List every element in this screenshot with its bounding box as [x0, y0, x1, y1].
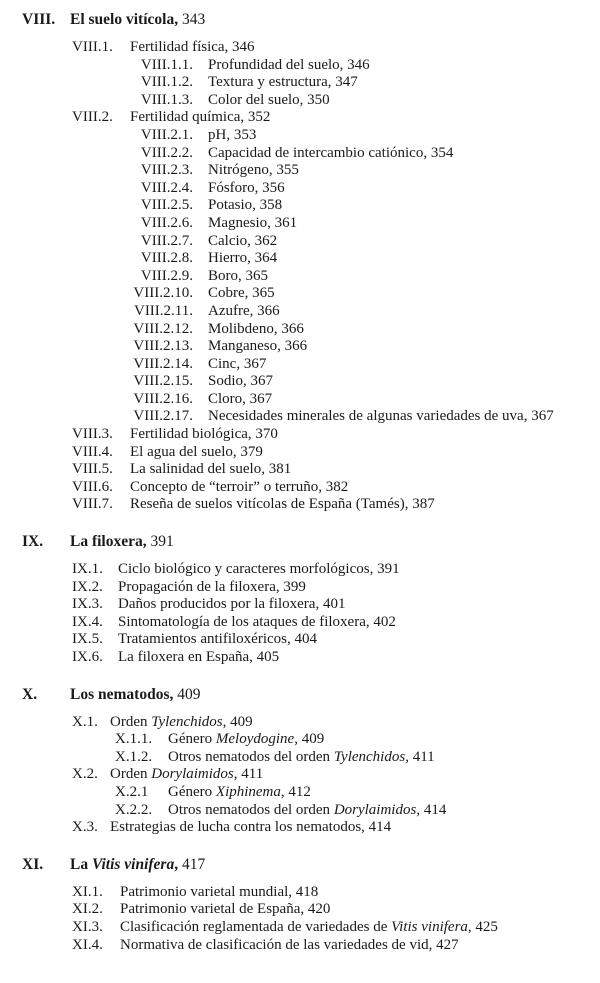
title-segment: Meloydogine [215, 731, 295, 748]
title-segment: Manganeso, 366 [208, 338, 308, 355]
title-segment: , 414 [416, 801, 447, 818]
title-segment: Fertilidad química, 352 [130, 109, 271, 126]
entry-number: X.1.1. [115, 731, 153, 748]
entry-number: VIII.2.15. [133, 373, 193, 390]
entry-number: VIII.2.7. [140, 232, 193, 249]
entry-title [118, 614, 396, 632]
entry-title [130, 426, 278, 444]
toc-entry[interactable] [0, 561, 600, 579]
entry-number: VIII.2.13. [133, 338, 193, 355]
title-segment: Reseña de suelos vitícolas de España (Tamés), 387 [130, 496, 435, 513]
toc-entry[interactable] [0, 919, 600, 937]
entry-number: VIII.2.1. [140, 126, 193, 143]
chapter-number: XI. [22, 855, 44, 873]
entry-number: IX.1. [72, 561, 103, 578]
title-segment: , 412 [280, 783, 311, 800]
toc-entry[interactable] [0, 356, 600, 374]
entry-title [120, 937, 459, 955]
entry-number: X.3. [72, 819, 98, 836]
title-segment: Género [168, 731, 216, 748]
toc-entry[interactable] [0, 749, 600, 767]
title-segment: El agua del suelo, 379 [130, 443, 263, 460]
entry-title [208, 356, 266, 374]
entry-number: VIII.2.14. [133, 355, 193, 372]
toc-entry[interactable] [0, 731, 600, 749]
toc-entry[interactable] [0, 268, 600, 286]
entry-title [208, 338, 307, 356]
entry-number: VIII.2.6. [140, 214, 193, 231]
entry-title [208, 92, 330, 110]
title-segment: , 411 [405, 748, 435, 765]
entry-title [130, 479, 348, 497]
chapter-title [70, 532, 174, 552]
entry-title [208, 197, 282, 215]
toc-entry[interactable] [0, 338, 600, 356]
entry-title [208, 373, 273, 391]
toc-entry[interactable] [0, 461, 600, 479]
toc-entry[interactable] [0, 303, 600, 321]
entry-title [168, 749, 435, 767]
title-segment: Patrimonio varietal mundial, 418 [120, 883, 319, 900]
entry-title [110, 766, 263, 784]
toc-entry[interactable] [0, 215, 600, 233]
chapter-section [0, 10, 600, 514]
toc-entry[interactable] [0, 444, 600, 462]
toc-entry[interactable] [0, 408, 600, 426]
entry-number: VIII.2.9. [140, 267, 193, 284]
title-segment: Tylenchidos [151, 713, 223, 730]
entry-number: VIII.2.2. [140, 144, 193, 161]
entry-title [118, 561, 400, 579]
chapter-section [0, 532, 600, 667]
title-segment: 391 [146, 533, 174, 551]
title-segment: Concepto de “terroir” o terruño, 382 [130, 478, 349, 495]
entry-number: X.2.1 [115, 783, 149, 800]
title-segment: Normativa de clasificación de las variedades de vid, 427 [120, 936, 459, 953]
entry-title [118, 649, 279, 667]
toc-entry[interactable] [0, 373, 600, 391]
title-segment: Fertilidad física, 346 [130, 39, 255, 55]
toc-entry[interactable] [0, 57, 600, 75]
chapter-title [70, 855, 205, 875]
title-segment: Los nematodos, [70, 685, 174, 703]
toc-entry[interactable] [0, 233, 600, 251]
title-segment: , 409 [222, 713, 253, 730]
entry-number: VIII.2.5. [140, 197, 193, 214]
title-segment: La filoxera, [70, 533, 147, 551]
title-segment: La [70, 855, 92, 873]
toc-entry[interactable] [0, 109, 600, 127]
entry-title [208, 74, 358, 92]
entry-number: VIII.7. [72, 496, 113, 513]
toc-entry[interactable] [0, 197, 600, 215]
toc-entry[interactable] [0, 479, 600, 497]
entry-number: VIII.6. [72, 478, 113, 495]
entry-title [208, 268, 268, 286]
entry-number: VIII.4. [72, 443, 113, 460]
toc-entry[interactable] [0, 614, 600, 632]
entry-title [120, 919, 498, 937]
title-segment: Ciclo biológico y caracteres morfológicos, 391 [118, 561, 400, 578]
entry-number: VIII.1. [72, 39, 113, 55]
entry-number: VIII.2.4. [140, 179, 193, 196]
title-segment: Color del suelo, 350 [208, 91, 330, 108]
toc-entry[interactable] [0, 127, 600, 145]
title-segment: Fertilidad biológica, 370 [130, 426, 278, 443]
title-segment: , 425 [467, 918, 498, 935]
toc-entry[interactable] [0, 92, 600, 110]
entry-title [110, 819, 391, 837]
entry-number: IX.4. [72, 613, 103, 630]
title-segment: La filoxera en España, 405 [118, 649, 280, 665]
title-segment: El suelo vitícola, [70, 11, 179, 28]
entry-number: X.2.2. [115, 801, 153, 818]
chapter-heading[interactable] [0, 685, 600, 705]
entry-number: VIII.2.8. [140, 250, 193, 267]
entry-title [120, 901, 330, 919]
entry-title [130, 461, 291, 479]
entry-number: IX.6. [72, 649, 103, 665]
chapter-section [0, 685, 600, 837]
title-segment: Patrimonio varietal de España, 420 [120, 901, 331, 918]
toc-entry[interactable] [0, 802, 600, 820]
chapter-number: VIII. [22, 11, 56, 28]
entry-title [208, 233, 277, 251]
entry-number: IX.3. [72, 596, 103, 613]
title-segment: La salinidad del suelo, 381 [130, 461, 292, 478]
entry-title [208, 408, 554, 426]
title-segment: 343 [178, 11, 206, 28]
entry-number: XI.1. [72, 883, 103, 900]
toc-entry[interactable] [0, 391, 600, 409]
title-segment: Daños producidos por la filoxera, 401 [118, 596, 346, 613]
entry-number: VIII.1.3. [140, 91, 193, 108]
entry-title [208, 127, 256, 145]
toc-entry[interactable] [0, 937, 600, 955]
entry-number: VIII.2. [72, 109, 113, 126]
entry-number: VIII.1.1. [140, 56, 193, 73]
chapter-heading[interactable] [0, 10, 600, 30]
entry-title [208, 250, 277, 268]
title-segment: Magnesio, 361 [208, 214, 298, 231]
entry-number: VIII.3. [72, 426, 113, 443]
title-segment: Cloro, 367 [208, 390, 273, 407]
title-segment: Capacidad de intercambio catiónico, 354 [208, 144, 454, 161]
entry-number: VIII.2.10. [133, 285, 193, 302]
entry-number: VIII.5. [72, 461, 113, 478]
toc-entry[interactable] [0, 250, 600, 268]
toc-entry[interactable] [0, 819, 600, 837]
entry-number: VIII.2.16. [133, 390, 193, 407]
toc-entry[interactable] [0, 579, 600, 597]
toc-entry[interactable] [0, 321, 600, 339]
title-segment: Dorylaimidos [151, 766, 234, 783]
toc-entry[interactable] [0, 74, 600, 92]
entry-title [110, 714, 253, 732]
chapter-title [70, 10, 205, 30]
title-segment: Otros nematodos del orden [168, 748, 334, 765]
title-segment: Otros nematodos del orden [168, 801, 334, 818]
entry-number: VIII.2.3. [140, 162, 193, 179]
entry-number: XI.2. [72, 901, 103, 918]
title-segment: Potasio, 358 [208, 197, 283, 214]
entry-title [168, 802, 446, 820]
title-segment: Xiphinema [215, 783, 281, 800]
entry-number: VIII.2.11. [133, 302, 193, 319]
entry-title [208, 215, 297, 233]
toc-entry[interactable] [0, 649, 600, 667]
table-of-contents [0, 10, 600, 972]
title-segment: Estrategias de lucha contra los nematodos, 414 [110, 819, 392, 836]
entry-title [118, 579, 306, 597]
entry-title [208, 285, 275, 303]
chapter-title [70, 685, 200, 705]
entry-number: IX.5. [72, 631, 103, 648]
title-segment: Hierro, 364 [208, 250, 278, 267]
toc-entry[interactable] [0, 631, 600, 649]
title-segment: Género [168, 783, 216, 800]
entry-title [208, 162, 299, 180]
entry-title [130, 39, 255, 57]
chapter-heading[interactable] [0, 532, 600, 552]
chapter-number: IX. [22, 533, 44, 551]
entry-title [208, 391, 272, 409]
title-segment: Necesidades minerales de algunas variedades de uva, 367 [208, 408, 554, 425]
toc-entry[interactable] [0, 714, 600, 732]
title-segment: Sintomatología de los ataques de filoxera, 402 [118, 613, 396, 630]
toc-entry[interactable] [0, 145, 600, 163]
toc-entry[interactable] [0, 766, 600, 784]
title-segment: Clasificación reglamentada de variedades de [120, 918, 392, 935]
chapter-section [0, 855, 600, 954]
toc-entry[interactable] [0, 784, 600, 802]
title-segment: , 411 [233, 766, 264, 783]
entry-title [130, 444, 263, 462]
entry-title [118, 631, 317, 649]
title-segment: Tylenchidos [333, 748, 406, 765]
entry-number: XI.4. [72, 936, 103, 953]
entry-title [118, 596, 345, 614]
title-segment: 417 [178, 855, 206, 873]
toc-entry[interactable] [0, 496, 600, 514]
entry-number: XI.3. [72, 918, 103, 935]
entry-number: X.1.2. [115, 748, 153, 765]
title-segment: Vitis vinifera [391, 918, 468, 935]
entry-title [130, 109, 270, 127]
entry-title [168, 731, 324, 749]
title-segment: Textura y estructura, 347 [208, 74, 358, 91]
title-segment: Profundidad del suelo, 346 [208, 56, 370, 73]
toc-entry[interactable] [0, 884, 600, 902]
entry-title [208, 180, 285, 198]
entry-title [208, 321, 304, 339]
entry-number: X.1. [72, 713, 98, 730]
chapter-number: X. [22, 685, 38, 703]
entry-number: VIII.2.12. [133, 320, 193, 337]
title-segment: Propagación de la filoxera, 399 [118, 578, 306, 595]
entry-number: IX.2. [72, 578, 103, 595]
entry-number: VIII.1.2. [140, 74, 193, 91]
title-segment: Vitis vinifera [91, 855, 175, 873]
entry-title [208, 57, 370, 75]
entry-title [130, 496, 435, 514]
entry-title [208, 145, 453, 163]
title-segment: Tratamientos antifiloxéricos, 404 [118, 631, 317, 648]
entry-title [168, 784, 311, 802]
title-segment: Calcio, 362 [208, 232, 278, 249]
title-segment: Molibdeno, 366 [208, 320, 304, 337]
title-segment: Sodio, 367 [208, 373, 274, 390]
title-segment: , [174, 855, 179, 873]
title-segment: Cinc, 367 [208, 355, 267, 372]
title-segment: Cobre, 365 [208, 285, 275, 302]
title-segment: Fósforo, 356 [208, 179, 285, 196]
toc-entry[interactable] [0, 39, 600, 57]
entry-number: X.2. [72, 766, 98, 783]
title-segment: Azufre, 366 [208, 302, 280, 319]
entry-number: VIII.2.17. [133, 408, 193, 425]
toc-entry[interactable] [0, 901, 600, 919]
toc-entry[interactable] [0, 180, 600, 198]
title-segment: pH, 353 [208, 126, 257, 143]
title-segment: , 409 [294, 731, 325, 748]
chapter-heading[interactable] [0, 855, 600, 875]
title-segment: Nitrógeno, 355 [208, 162, 299, 179]
entry-title [208, 303, 280, 321]
title-segment: Boro, 365 [208, 267, 268, 284]
entry-title [120, 884, 318, 902]
title-segment: Orden [110, 713, 152, 730]
toc-entry[interactable] [0, 596, 600, 614]
title-segment: 409 [173, 685, 201, 703]
title-segment: Orden [110, 766, 152, 783]
toc-entry[interactable] [0, 162, 600, 180]
toc-entry[interactable] [0, 426, 600, 444]
title-segment: Dorylaimidos [333, 801, 417, 818]
toc-entry[interactable] [0, 285, 600, 303]
